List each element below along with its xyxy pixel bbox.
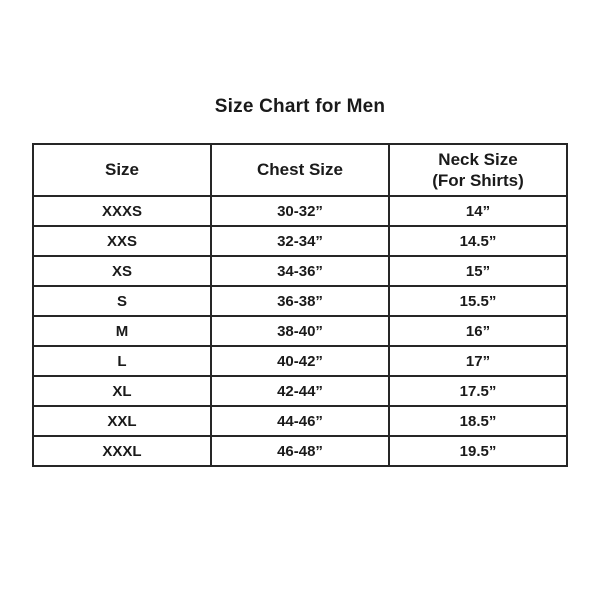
header-chest-size: Chest Size	[211, 144, 389, 196]
header-neck-size	[389, 144, 567, 196]
chest-cell: 32-34”	[211, 226, 389, 256]
size-cell: XXXS	[33, 196, 211, 226]
table-row	[33, 316, 567, 346]
size-cell: XXS	[33, 226, 211, 256]
table-row	[33, 376, 567, 406]
page-title: Size Chart for Men	[214, 96, 386, 117]
size-chart-table	[32, 143, 568, 467]
neck-cell: 16”	[389, 316, 567, 346]
neck-cell: 14.5”	[389, 226, 567, 256]
chest-cell: 34-36”	[211, 256, 389, 286]
header-neck-size-line2: (For Shirts)	[432, 171, 524, 190]
chest-cell: 36-38”	[211, 286, 389, 316]
size-cell: XS	[33, 256, 211, 286]
table-header-row	[33, 144, 567, 196]
chest-cell: 40-42”	[211, 346, 389, 376]
table-row	[33, 226, 567, 256]
chest-cell: 42-44”	[211, 376, 389, 406]
chest-cell: 38-40”	[211, 316, 389, 346]
table-row	[33, 256, 567, 286]
size-cell: M	[33, 316, 211, 346]
neck-cell: 17”	[389, 346, 567, 376]
header-neck-size-line1: Neck Size	[438, 149, 518, 169]
table-row	[33, 346, 567, 376]
neck-cell: 15”	[389, 256, 567, 286]
chest-cell: 30-32”	[211, 196, 389, 226]
chest-cell: 46-48”	[211, 436, 389, 466]
size-cell: XXXL	[33, 436, 211, 466]
table-row	[33, 436, 567, 466]
chest-cell: 44-46”	[211, 406, 389, 436]
neck-cell: 14”	[389, 196, 567, 226]
neck-cell: 19.5”	[389, 436, 567, 466]
table-row	[33, 406, 567, 436]
neck-cell: 15.5”	[389, 286, 567, 316]
size-cell: XL	[33, 376, 211, 406]
size-cell: L	[33, 346, 211, 376]
neck-cell: 18.5”	[389, 406, 567, 436]
neck-cell: 17.5”	[389, 376, 567, 406]
table-row	[33, 196, 567, 226]
header-size: Size	[33, 144, 211, 196]
size-cell: XXL	[33, 406, 211, 436]
table-row	[33, 286, 567, 316]
size-cell: S	[33, 286, 211, 316]
